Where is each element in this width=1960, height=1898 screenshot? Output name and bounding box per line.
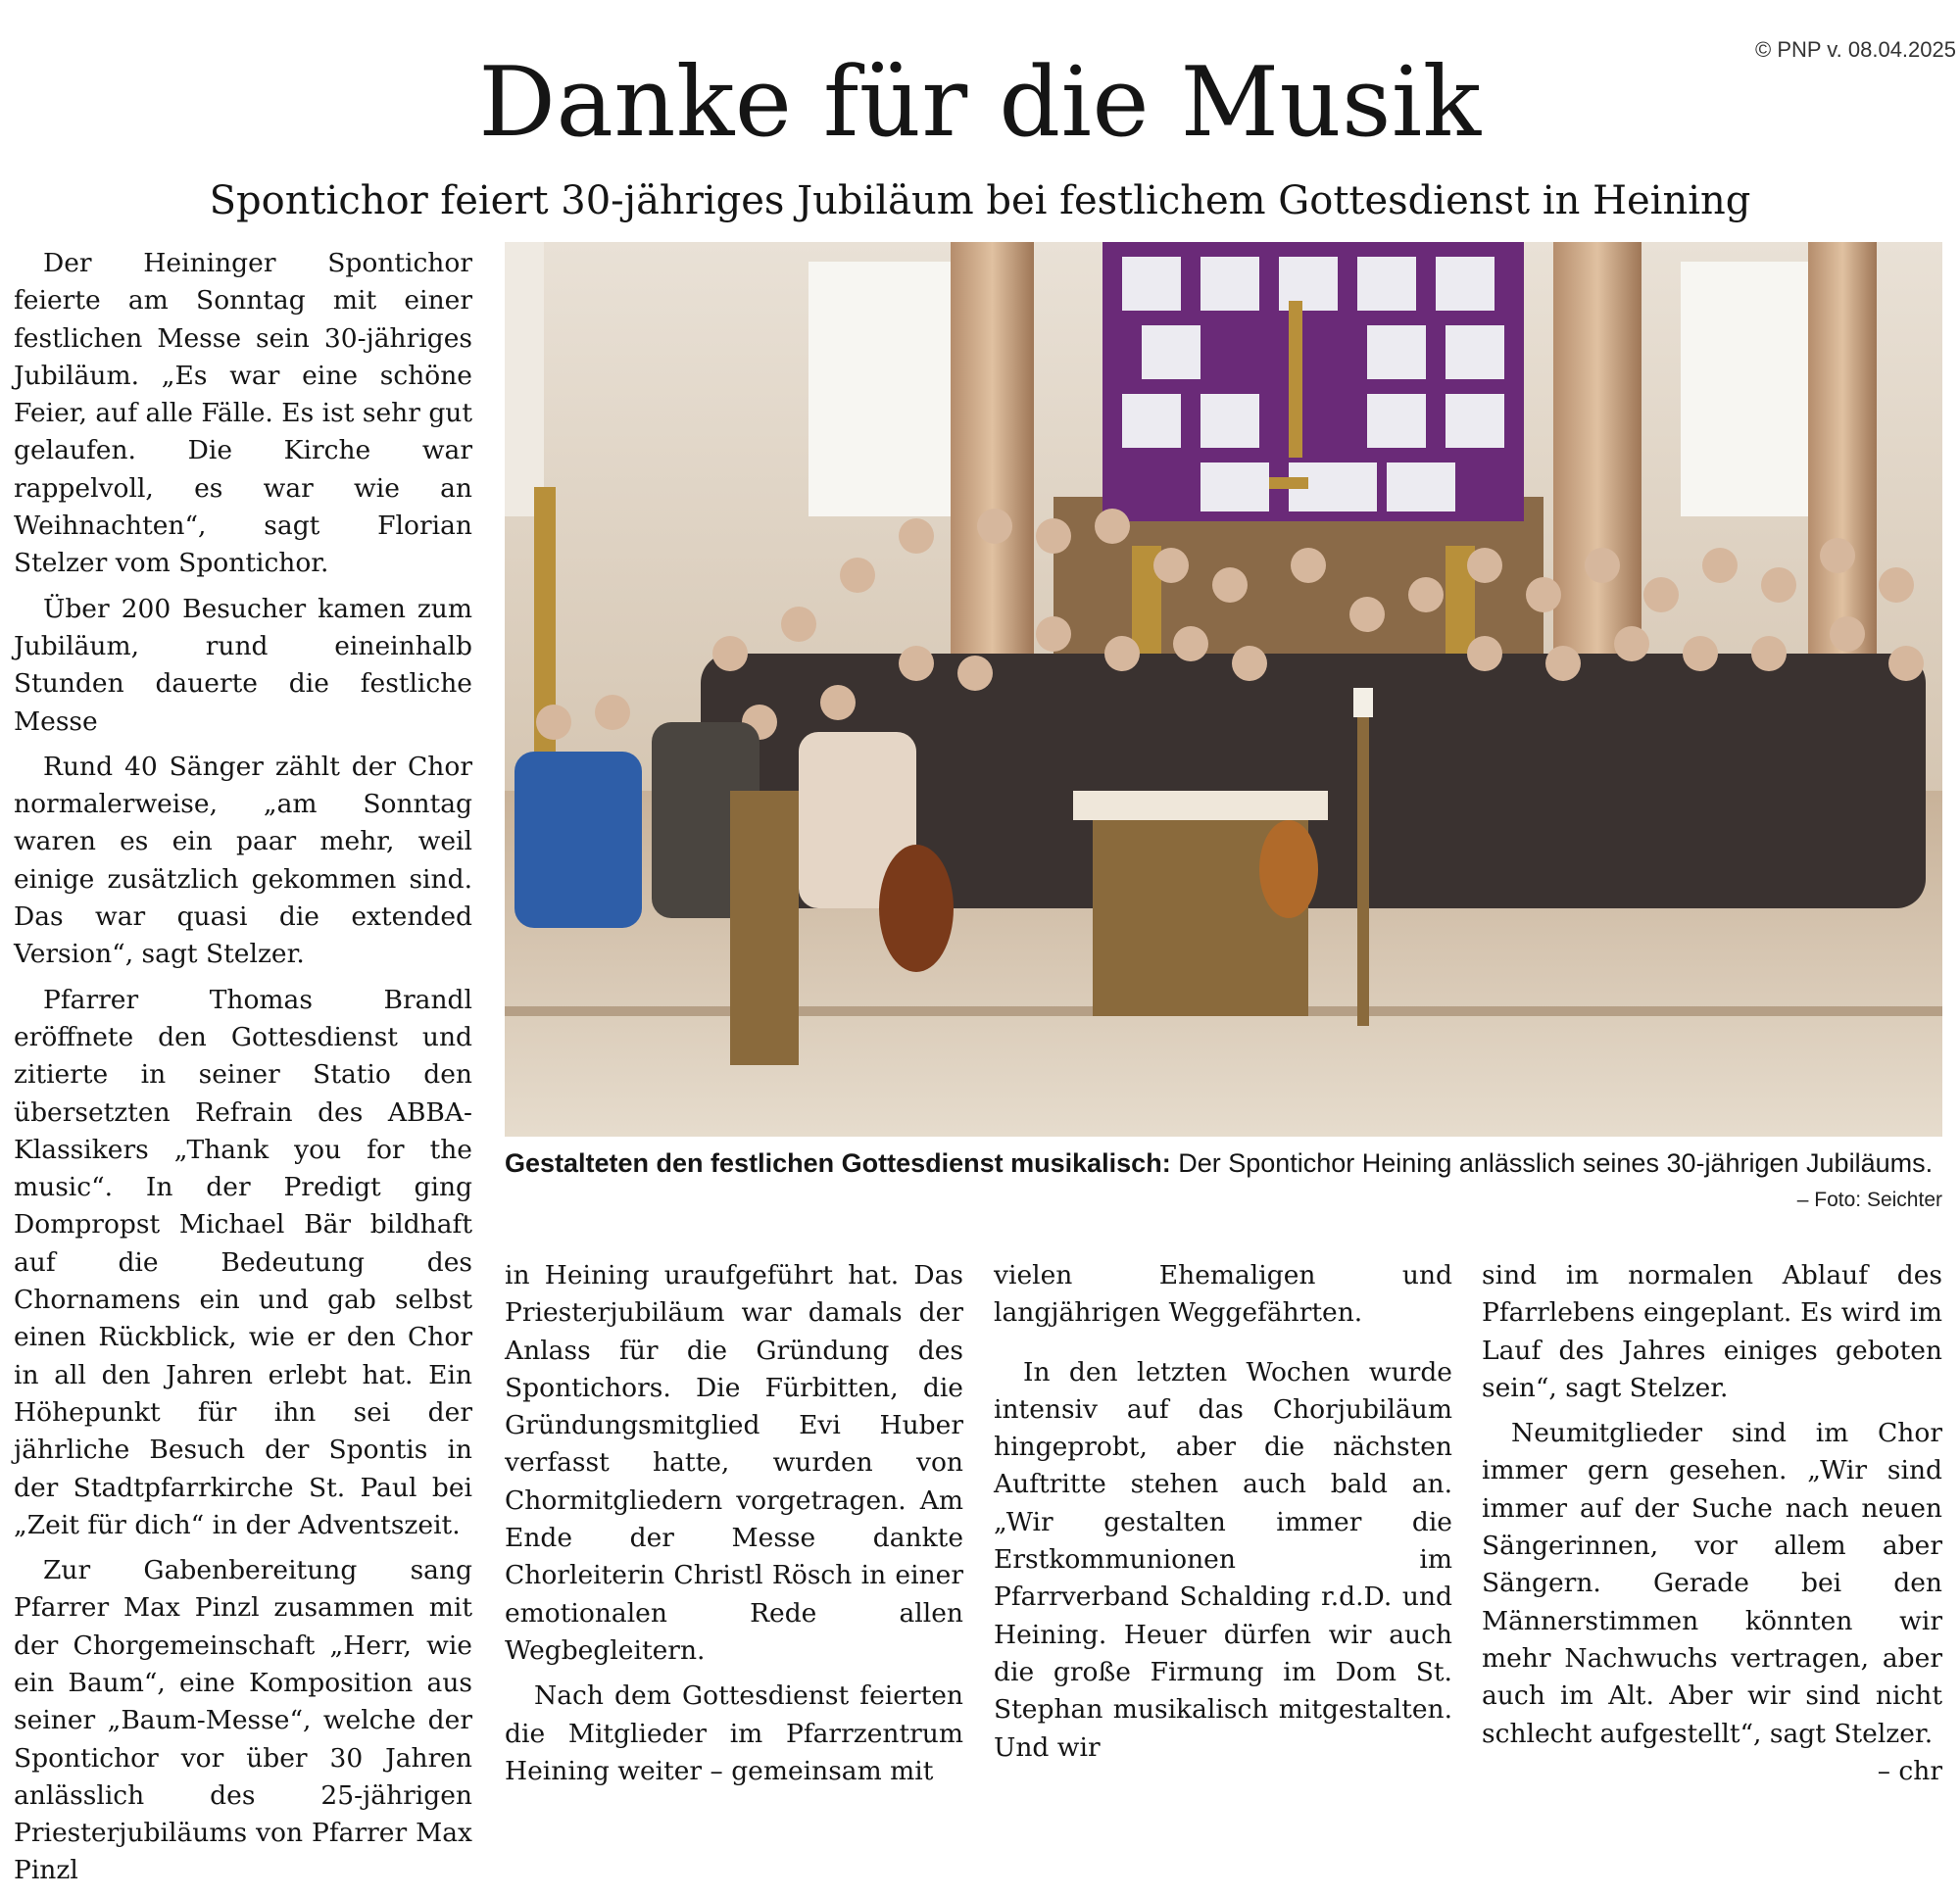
choir-photo xyxy=(505,242,1942,1137)
paragraph-6: Nach dem Gottesdienst feierten die Mitglieder im Pfarrzentrum Heining weiter – gemeinsam mit xyxy=(505,1680,963,1786)
paragraph-7-continued: sind im normalen Ablauf des Pfarrlebens eingeplant. Es wird im Lauf des Jahres einiges geboten sein“, sagt Stelzer. xyxy=(1482,1260,1942,1403)
paragraph-2: Über 200 Besucher kamen zum Jubiläum, rund eineinhalb Stunden dauerte die festliche Messe xyxy=(14,593,472,737)
article-column-3 xyxy=(994,1257,1452,1775)
article-column-4 xyxy=(1482,1257,1942,1790)
paragraph-5: Zur Gabenbereitung sang Pfarrer Max Pinzl zusammen mit der Chorgemeinschaft „Herr, wie ein Baum“, eine Komposition aus seiner „Baum-Messe“, welche der Spontichor vor über 30 Jahren anlässlich des 25-jährigen Priesterjubiläums von Pfarrer Max Pinzl xyxy=(14,1555,472,1886)
paragraph-5-continued: in Heining uraufgeführt hat. Das Priesterjubiläum war damals der Anlass für die Gründung des Spontichors. Die Fürbitten, die Gründungsmitglied Evi Huber verfasst hatte, wurden von Chormitgliedern vorgetragen. Am Ende der Messe dankte Chorleiterin Christl Rösch in einer emotionalen Rede allen Wegbegleitern. xyxy=(505,1260,963,1666)
paragraph-3: Rund 40 Sänger zählt der Chor normalerweise, „am Sonntag waren es ein paar mehr, weil einige zusätzlich gekommen sind. Das war quasi die extended Version“, sagt Stelzer. xyxy=(14,751,472,970)
headline: Danke für die Musik xyxy=(478,47,1482,159)
paragraph-6-continued: vielen Ehemaligen und langjährigen Weggefährten. xyxy=(994,1260,1452,1329)
paragraph-7: In den letzten Wochen wurde intensiv auf das Chorjubiläum hingeprobt, aber die nächsten Auftritte stehen auch bald an. „Wir gestalten immer die Erstkommunionen im Pfarrverband Schalding r.d.D. und Heining. Heuer dürfen wir auch die große Firmung im Dom St. Stephan musikalisch mitgestalten. Und wir xyxy=(994,1356,1452,1763)
copyright-notice: © PNP v. 08.04.2025 xyxy=(1755,37,1956,62)
paragraph-1: Der Heininger Spontichor feierte am Sonntag mit einer festlichen Messe sein 30-jähriges Jubiläum. „Es war eine schöne Feier, auf alle Fälle. Es ist sehr gut gelaufen. Die Kirche war rappelvoll, es war wie an Weihnachten“, sagt Florian Stelzer vom Spontichor. xyxy=(14,248,472,579)
article-column-2 xyxy=(505,1257,963,1798)
subheadline: Spontichor feiert 30-jähriges Jubiläum bei festlichem Gottesdienst in Heining xyxy=(209,178,1751,223)
photo-caption xyxy=(505,1146,1942,1181)
paragraph-8: Neumitglieder sind im Chor immer gern gesehen. „Wir sind immer auf der Suche nach neuen Sängerinnen, vor allem aber Sängern. Gerade bei den Männerstimmen könnten wir mehr Nachwuchs vertragen, aber auch im Alt. Aber wir sind nicht schlecht aufgestellt“, sagt Stelzer. xyxy=(1482,1418,1942,1749)
caption-text: Der Spontichor Heining anlässlich seines 30-jährigen Jubiläums. xyxy=(1170,1148,1934,1178)
caption-lead: Gestalteten den festlichen Gottesdienst musikalisch: xyxy=(505,1148,1171,1178)
photo-credit: – Foto: Seichter xyxy=(1796,1189,1942,1211)
article-column-1 xyxy=(14,245,472,1898)
paragraph-4: Pfarrer Thomas Brandl eröffnete den Gottesdienst und zitierte in seiner Statio den übersetzten Refrain des ABBA-Klassikers „Thank you for the music“. In der Predigt ging Dompropst Michael Bär bildhaft auf die Bedeutung des Chornamens ein und gab selbst einen Rückblick, wie er den Chor in all den Jahren erlebt hat. Ein Höhepunkt für ihn sei der jährliche Besuch der Spontis in der Stadtpfarrkirche St. Paul bei „Zeit für dich“ in der Adventszeit. xyxy=(14,984,472,1540)
author-initials: – chr xyxy=(1877,1755,1942,1786)
